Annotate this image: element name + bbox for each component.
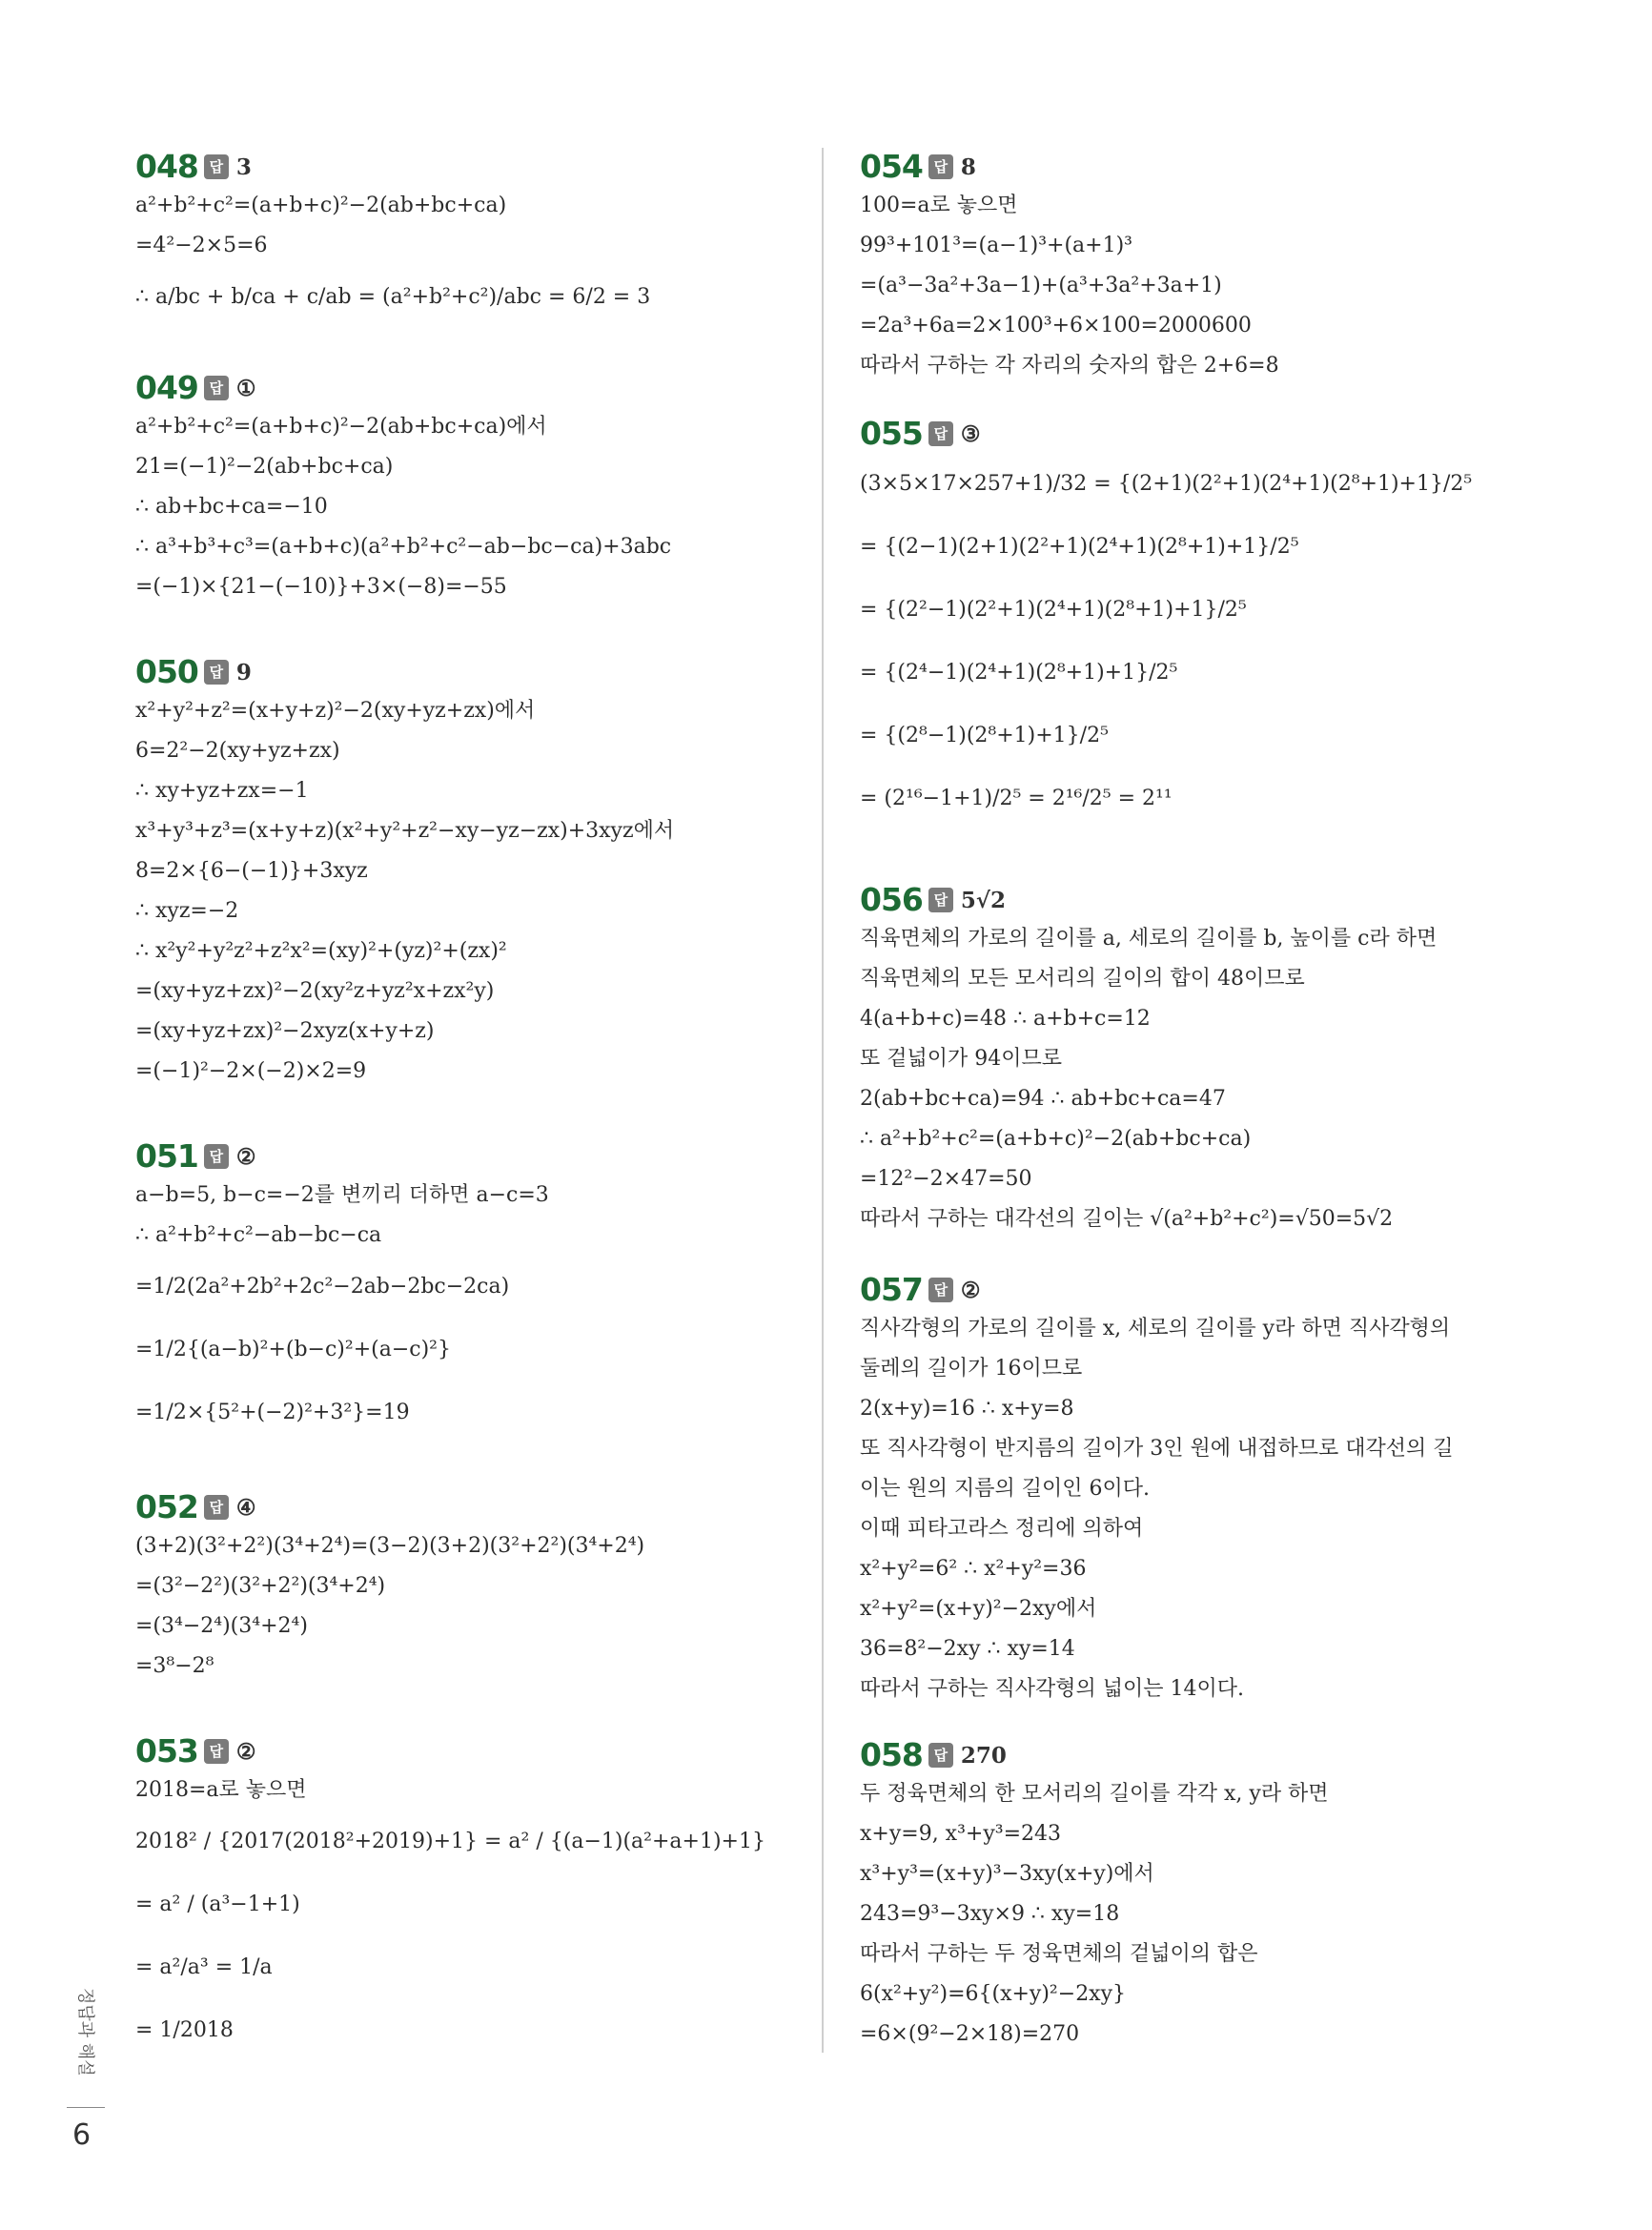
solution-line: 2018² / {2017(2018²+2019)+1} = a² / {(a−1)(a²+a+1)+1} (135, 1830, 765, 1853)
solution-line: 99³+101³=(a−1)³+(a+1)³ (860, 234, 1132, 257)
solution-line: 6(x²+y²)=6{(x+y)²−2xy} (860, 1982, 1127, 2006)
solution-line: x³+y³=(x+y)³−3xy(x+y)에서 (860, 1862, 1154, 1886)
solution-line: =1/2(2a²+2b²+2c²−2ab−2bc−2ca) (135, 1275, 510, 1299)
solution-line: 또 겉넓이가 94이므로 (860, 1047, 1062, 1071)
solution-line: ∴ xy+yz+zx=−1 (135, 779, 309, 803)
solution-line: =4²−2×5=6 (135, 234, 268, 257)
solution-line: =3⁸−2⁸ (135, 1654, 214, 1678)
solution-line: =12²−2×47=50 (860, 1167, 1032, 1191)
problem-050 (135, 653, 803, 1092)
solution-line: ∴ a²+b²+c²=(a+b+c)²−2(ab+bc+ca) (860, 1127, 1252, 1151)
solution-line: = {(2²−1)(2²+1)(2⁴+1)(2⁸+1)+1}/2⁵ (860, 598, 1247, 622)
problem-number: 055 (860, 415, 923, 452)
problem-number: 057 (860, 1271, 923, 1308)
solution-line: 따라서 구하는 두 정육면체의 겉넓이의 합은 (860, 1942, 1258, 1966)
answer-value: ② (235, 1143, 256, 1170)
solution-line: = {(2−1)(2+1)(2²+1)(2⁴+1)(2⁸+1)+1}/2⁵ (860, 535, 1299, 559)
solution-line: 직육면체의 가로의 길이를 a, 세로의 길이를 b, 높이를 c라 하면 (860, 927, 1438, 951)
answer-value: ③ (960, 420, 981, 447)
solution-line: 두 정육면체의 한 모서리의 길이를 각각 x, y라 하면 (860, 1782, 1329, 1806)
answer-badge: 답 (928, 1278, 953, 1302)
problem-number: 056 (860, 881, 923, 918)
solution-line: 직사각형의 가로의 길이를 x, 세로의 길이를 y라 하면 직사각형의 (860, 1317, 1451, 1340)
problem-049 (135, 369, 803, 607)
solution-line: 243=9³−3xy×9 ∴ xy=18 (860, 1902, 1120, 1926)
answer-value: 5√2 (960, 887, 1007, 913)
problem-number: 051 (135, 1137, 198, 1175)
problem-051 (135, 1137, 803, 1444)
solution-line: =(−1)×{21−(−10)}+3×(−8)=−55 (135, 575, 507, 599)
answer-value: ② (235, 1738, 256, 1765)
problem-052 (135, 1488, 803, 1687)
answer-badge: 답 (204, 1144, 229, 1169)
answer-value: ② (960, 1277, 981, 1303)
solution-line: ∴ ab+bc+ca=−10 (135, 495, 328, 519)
page-number: 6 (72, 2118, 92, 2152)
problem-number: 052 (135, 1488, 198, 1525)
solution-line: ∴ a³+b³+c³=(a+b+c)(a²+b²+c²−ab−bc−ca)+3abc (135, 535, 672, 559)
answer-value: 9 (235, 659, 252, 685)
answer-badge: 답 (928, 1743, 953, 1768)
solution-line: 이는 원의 지름의 길이인 6이다. (860, 1477, 1150, 1501)
solution-line: a²+b²+c²=(a+b+c)²−2(ab+bc+ca)에서 (135, 415, 547, 439)
problem-number: 048 (135, 148, 198, 185)
solution-line: = 1/2018 (135, 2018, 234, 2042)
answer-value: 8 (960, 153, 976, 180)
solution-line: 8=2×{6−(−1)}+3xyz (135, 859, 368, 883)
solution-line: a−b=5, b−c=−2를 변끼리 더하면 a−c=3 (135, 1183, 549, 1207)
problem-058 (860, 1736, 1527, 2055)
solution-line: ∴ x²y²+y²z²+z²x²=(xy)²+(yz)²+(zx)² (135, 939, 507, 963)
solution-line: = {(2⁴−1)(2⁴+1)(2⁸+1)+1}/2⁵ (860, 661, 1178, 685)
solution-line: 이때 피타고라스 정리에 의하여 (860, 1517, 1144, 1541)
answer-value: 3 (235, 153, 252, 180)
answer-badge: 답 (204, 1739, 229, 1764)
answer-value: ① (235, 375, 256, 401)
section-label (71, 1988, 99, 2102)
solution-line: x+y=9, x³+y³=243 (860, 1822, 1062, 1846)
solution-line: =(a³−3a²+3a−1)+(a³+3a²+3a+1) (860, 274, 1222, 297)
solution-line: 6=2²−2(xy+yz+zx) (135, 739, 340, 763)
solution-line: 2018=a로 놓으면 (135, 1778, 307, 1802)
solution-line: =2a³+6a=2×100³+6×100=2000600 (860, 314, 1252, 338)
solution-line: 21=(−1)²−2(ab+bc+ca) (135, 455, 394, 479)
problem-053 (135, 1732, 803, 2062)
solution-line: x²+y²=(x+y)²−2xy에서 (860, 1597, 1097, 1621)
answer-badge: 답 (928, 421, 953, 446)
solution-line: =(xy+yz+zx)²−2(xy²z+yz²x+zx²y) (135, 979, 495, 1003)
solution-line: 따라서 구하는 각 자리의 숫자의 합은 2+6=8 (860, 354, 1279, 378)
solution-line: x²+y²+z²=(x+y+z)²−2(xy+yz+zx)에서 (135, 699, 536, 723)
answer-badge: 답 (204, 376, 229, 400)
solution-line: = a² / (a³−1+1) (135, 1892, 300, 1916)
solution-line: =(3⁴−2⁴)(3⁴+2⁴) (135, 1614, 308, 1638)
solution-line: 둘레의 길이가 16이므로 (860, 1357, 1083, 1381)
solution-line: = a²/a³ = 1/a (135, 1955, 273, 1979)
solution-line: ∴ a²+b²+c²−ab−bc−ca (135, 1223, 382, 1247)
problem-057 (860, 1271, 1527, 1709)
solution-line: (3+2)(3²+2²)(3⁴+2⁴)=(3−2)(3+2)(3²+2²)(3⁴+2⁴) (135, 1534, 645, 1558)
solution-line: ∴ xyz=−2 (135, 899, 239, 923)
solution-line: 100=a로 놓으면 (860, 194, 1018, 217)
problem-056 (860, 881, 1527, 1239)
column-divider (822, 148, 824, 2053)
problem-number: 058 (860, 1736, 923, 1773)
solution-line: 36=8²−2xy ∴ xy=14 (860, 1637, 1075, 1661)
section-title: 정답과 해설 (75, 1988, 95, 2077)
answer-value: ④ (235, 1494, 256, 1521)
problem-048 (135, 148, 803, 329)
answer-badge: 답 (204, 154, 229, 179)
solution-line: x³+y³+z³=(x+y+z)(x²+y²+z²−xy−yz−zx)+3xyz에서 (135, 819, 675, 843)
problem-number: 049 (135, 369, 198, 406)
solution-line: 따라서 구하는 대각선의 길이는 √(a²+b²+c²)=√50=5√2 (860, 1207, 1394, 1231)
solution-line: =(−1)²−2×(−2)×2=9 (135, 1059, 367, 1083)
solution-line: =(xy+yz+zx)²−2xyz(x+y+z) (135, 1019, 435, 1043)
solution-line: 직육면체의 모든 모서리의 길이의 합이 48이므로 (860, 967, 1305, 991)
answer-badge: 답 (204, 660, 229, 685)
solution-line: = (2¹⁶−1+1)/2⁵ = 2¹⁶/2⁵ = 2¹¹ (860, 787, 1173, 810)
solution-line: =6×(9²−2×18)=270 (860, 2022, 1080, 2046)
problem-055 (860, 415, 1527, 830)
solution-line: 따라서 구하는 직사각형의 넓이는 14이다. (860, 1677, 1244, 1701)
solution-line: =(3²−2²)(3²+2²)(3⁴+2⁴) (135, 1574, 386, 1598)
answer-badge: 답 (928, 154, 953, 179)
solution-line: 2(ab+bc+ca)=94 ∴ ab+bc+ca=47 (860, 1087, 1226, 1111)
solution-line: ∴ a/bc + b/ca + c/ab = (a²+b²+c²)/abc = 6/2 = 3 (135, 285, 651, 309)
solution-line: 2(x+y)=16 ∴ x+y=8 (860, 1397, 1074, 1421)
answer-badge: 답 (204, 1495, 229, 1520)
solution-line: =1/2×{5²+(−2)²+3²}=19 (135, 1401, 410, 1424)
answer-badge: 답 (928, 888, 953, 912)
answer-value: 270 (960, 1742, 1007, 1769)
problem-number: 053 (135, 1732, 198, 1770)
problem-number: 050 (135, 653, 198, 690)
problem-number: 054 (860, 148, 923, 185)
solution-line: a²+b²+c²=(a+b+c)²−2(ab+bc+ca) (135, 194, 507, 217)
solution-line: 또 직사각형이 반지름의 길이가 3인 원에 내접하므로 대각선의 길 (860, 1437, 1454, 1461)
problem-054 (860, 148, 1527, 386)
footer-rule (67, 2107, 105, 2108)
solution-line: = {(2⁸−1)(2⁸+1)+1}/2⁵ (860, 724, 1109, 747)
solution-line: (3×5×17×257+1)/32 = {(2+1)(2²+1)(2⁴+1)(2⁸+1)+1}/2⁵ (860, 472, 1473, 496)
solution-line: =1/2{(a−b)²+(b−c)²+(a−c)²} (135, 1338, 451, 1361)
solution-line: x²+y²=6² ∴ x²+y²=36 (860, 1557, 1087, 1581)
solution-line: 4(a+b+c)=48 ∴ a+b+c=12 (860, 1007, 1151, 1031)
